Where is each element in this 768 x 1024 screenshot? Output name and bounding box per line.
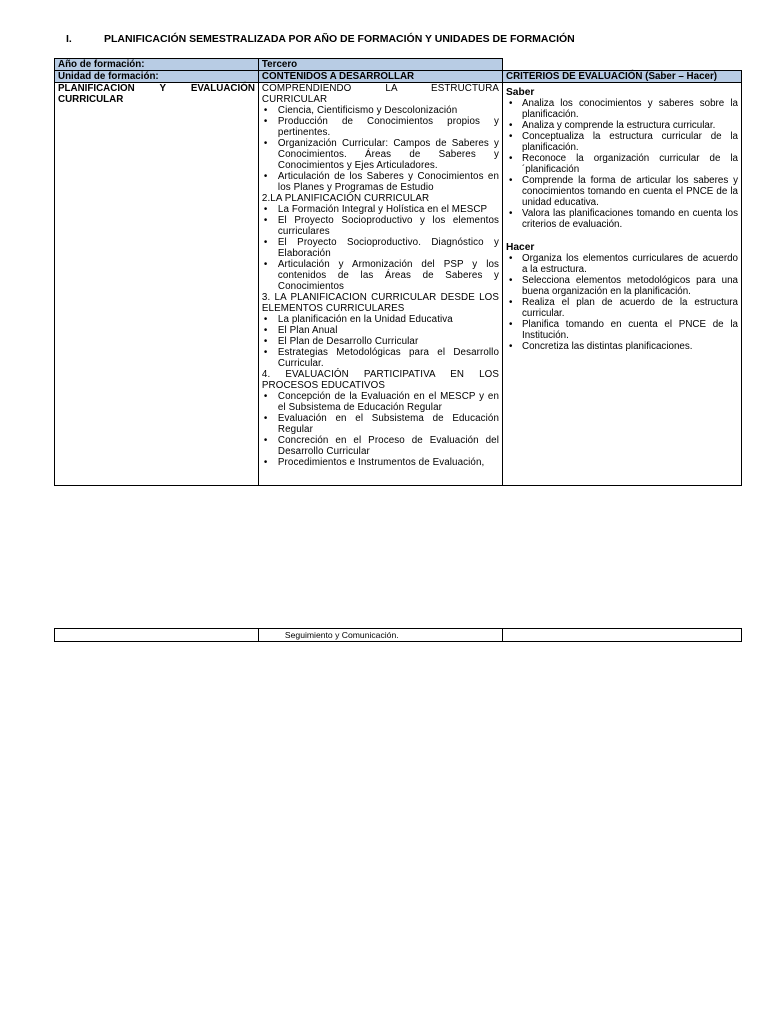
criteria-section-title: Saber (506, 87, 535, 98)
table-row (55, 83, 742, 486)
list-item: • El Plan de Desarrollo Curricular (278, 336, 499, 347)
contents-header-cell: CONTENIDOS A DESARROLLAR (258, 71, 502, 83)
criteria-section-title: Hacer (506, 242, 535, 253)
unidad-label-cell: Unidad de formación: (55, 71, 259, 83)
planning-table (54, 58, 742, 486)
list-item: • El Plan Anual (278, 325, 499, 336)
table-row (55, 59, 742, 71)
list-item: • Concepción de la Evaluación en el MESCP y en el Subsistema de Educación Regular (278, 391, 499, 413)
anio-value-cell: Tercero (258, 59, 502, 71)
list-item: • Concretiza las distintas planificaciones. (522, 341, 738, 352)
list-item: • Valora las planificaciones tomando en cuenta los criterios de evaluación. (522, 208, 738, 230)
list-item: • Comprende la forma de articular los saberes y conocimientos tomando en cuenta el PNCE de la unidad educativa. (522, 175, 738, 208)
section-gap (506, 230, 738, 238)
list-item: • Producción de Conocimientos propios y pertinentes. (278, 116, 499, 138)
unidad-name-cell: PLANIFICACION Y EVALUACIÓN CURRICULAR (55, 83, 259, 486)
list-item: • Analiza los conocimientos y saberes sobre la planificación. (522, 98, 738, 120)
list-item: • Selecciona elementos metodológicos para una buena organización en la planificación. (522, 275, 738, 297)
list-item: • Evaluación en el Subsistema de Educación Regular (278, 413, 499, 435)
list-item: • Ciencia, Cientificismo y Descolonización (278, 105, 499, 116)
list-item: • La Formación Integral y Holística en el MESCP (278, 204, 499, 215)
list-item: • Organiza los elementos curriculares de acuerdo a la estructura. (522, 253, 738, 275)
empty-cell (55, 629, 259, 642)
list-item: • El Proyecto Socioproductivo. Diagnóstico y Elaboración (278, 237, 499, 259)
criteria-header-cell: CRITERIOS DE EVALUACIÓN (Saber – Hacer) (503, 71, 742, 83)
list-item: • Estrategias Metodológicas para el Desarrollo Curricular. (278, 347, 499, 369)
contents-list (262, 204, 499, 292)
criteria-list (506, 98, 738, 230)
list-item: • Planifica tomando en cuenta el PNCE de la Institución. (522, 319, 738, 341)
empty-cell (503, 629, 742, 642)
continuation-table (54, 628, 742, 642)
list-item: • El Proyecto Socioproductivo y los elementos curriculares (278, 215, 499, 237)
contents-section-title: COMPRENDIENDO LA ESTRUCTURA CURRICULAR (261, 83, 500, 105)
contents-cell (258, 83, 502, 486)
list-item: • La planificación en la Unidad Educativa (278, 314, 499, 325)
criteria-cell (503, 83, 742, 486)
list-item: • Concreción en el Proceso de Evaluación del Desarrollo Curricular (278, 435, 499, 457)
contents-section-title: 4. EVALUACIÓN PARTICIPATIVA EN LOS PROCESOS EDUCATIVOS (261, 369, 500, 391)
list-item: • Articulación de los Saberes y Conocimientos en los Planes y Programas de Estudio (278, 171, 499, 193)
list-item: • Articulación y Armonización del PSP y los contenidos de las Áreas de Saberes y Conocimientos (278, 259, 499, 292)
contents-list (262, 314, 499, 369)
list-item: • Procedimientos e Instrumentos de Evaluación, (278, 457, 499, 468)
continuation-cell: Seguimiento y Comunicación. (258, 629, 502, 642)
contents-list (262, 391, 499, 468)
anio-label-cell: Año de formación: (55, 59, 259, 71)
list-item: • Reconoce la organización curricular de la ´planificación (522, 153, 738, 175)
section-heading (66, 33, 575, 45)
contents-section-title: 2.LA PLANIFICACIÓN CURRICULAR (261, 193, 430, 204)
list-item: • Organización Curricular: Campos de Saberes y Conocimientos. Áreas de Saberes y Conocimientos y Ejes Articuladores. (278, 138, 499, 171)
table-row (55, 629, 742, 642)
list-item: • Analiza y comprende la estructura curricular. (522, 120, 738, 131)
contents-list (262, 105, 499, 193)
table-row (55, 71, 742, 83)
list-item: • Realiza el plan de acuerdo de la estructura curricular. (522, 297, 738, 319)
criteria-list (506, 253, 738, 352)
section-number: I. (66, 33, 72, 45)
list-item: • Conceptualiza la estructura curricular de la planificación. (522, 131, 738, 153)
contents-section-title: 3. LA PLANIFICACION CURRICULAR DESDE LOS ELEMENTOS CURRICULARES (261, 292, 500, 314)
empty-cell (503, 59, 742, 71)
section-title: PLANIFICACIÓN SEMESTRALIZADA POR AÑO DE FORMACIÓN Y UNIDADES DE FORMACIÓN (104, 33, 575, 45)
